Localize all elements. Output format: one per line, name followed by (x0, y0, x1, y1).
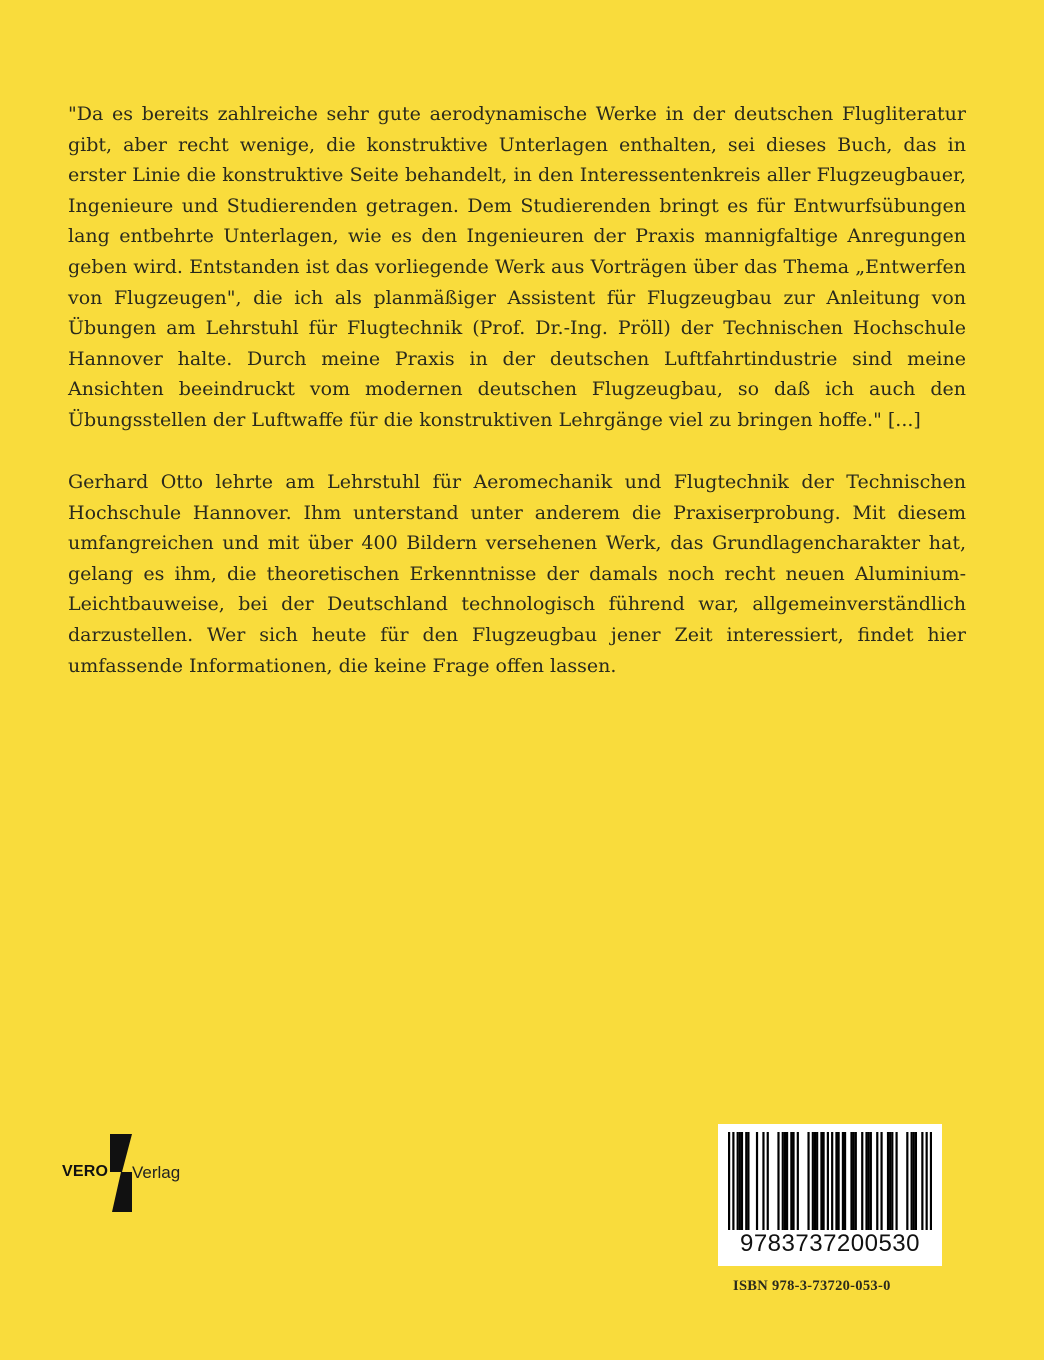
barcode-bar (816, 1132, 818, 1230)
barcode-bar (876, 1132, 878, 1230)
barcode-bar (889, 1132, 891, 1230)
barcode-bar (792, 1132, 794, 1230)
barcode-bar (745, 1132, 747, 1230)
barcode-bars (728, 1132, 932, 1230)
quote-paragraph: "Da es bereits zahlreiche sehr gute aerodynamische Werke in der deutschen Flugliteratur gibt, aber recht wenige, die konstruktive Unterlagen enthalten, sei dieses Buch, das in erster Linie die konstruktive Seite behandelt, in den Interessentenkreis aller Flugzeugbauer, Ingenieure und Studierenden getragen. Dem Studierenden bringt es für Entwurfsübungen lang entbehrte Unterlagen, wie es den Ingenieuren der Praxis mannigfaltige Anregungen geben wird. Entstanden ist das vorliegende Werk aus Vorträgen über das Thema „Entwerfen von Flugzeugen", die ich als planmäßiger Assistent für Flugzeugbau zur Anleitung von Übungen am Lehrstuhl für Flugtechnik (Prof. Dr.-Ing. Pröll) der Technischen Hochschule Hannover halte. Durch meine Praxis in der deutschen Luftfahrtindustrie sind meine Ansichten beeindruckt vom modernen deutschen Flugzeugbau, so daß ich auch den Übungsstellen der Luftwaffe für die konstruktiven Lehrgänge viel zu bringen hoffe." [...] (68, 103, 966, 431)
barcode-bar (930, 1132, 932, 1230)
barcode-bar (887, 1132, 889, 1230)
barcode-bar (739, 1132, 741, 1230)
barcode-bar (921, 1132, 923, 1230)
logo-suffix-text: Verlag (132, 1163, 181, 1182)
barcode-bar (842, 1132, 844, 1230)
barcode-bar (797, 1132, 799, 1230)
barcode-bar (737, 1132, 739, 1230)
barcode-bar (855, 1132, 857, 1230)
barcode-bar (853, 1132, 855, 1230)
barcode-bar (747, 1132, 749, 1230)
barcode-bar (820, 1132, 822, 1230)
barcode-bar (782, 1132, 784, 1230)
barcode-bar (865, 1132, 867, 1230)
barcode-bar (850, 1132, 852, 1230)
barcode-bar (732, 1132, 734, 1230)
barcode-bar (822, 1132, 824, 1230)
barcode-bar (906, 1132, 908, 1230)
barcode-bar (762, 1132, 764, 1230)
barcode-bar (812, 1132, 814, 1230)
barcode-bar (911, 1132, 913, 1230)
barcode-digits: 9783737200530 (739, 1230, 921, 1257)
barcode-bar (915, 1132, 917, 1230)
barcode-bar (807, 1132, 809, 1230)
hourglass-wedge-icon (108, 1134, 134, 1212)
barcode-bar (838, 1132, 840, 1230)
barcode-bar (835, 1132, 837, 1230)
barcode-bar (767, 1132, 769, 1230)
barcode-bar (814, 1132, 816, 1230)
logo-brand-text: VERO (62, 1163, 109, 1180)
isbn-number: ISBN 978-3-73720-053-0 (733, 1278, 891, 1294)
barcode-bar (784, 1132, 786, 1230)
barcode-bar (880, 1132, 882, 1230)
barcode-bar (926, 1132, 928, 1230)
publisher-logo (62, 1134, 192, 1212)
barcode-bar (786, 1132, 788, 1230)
barcode (718, 1124, 942, 1266)
author-bio-paragraph: Gerhard Otto lehrte am Lehrstuhl für Aeromechanik und Flugtechnik der Technischen Hochschule Hannover. Ihm unterstand unter anderem die Praxiserprobung. Mit diesem umfangreichen und mit über 400 Bildern versehenen Werk, das Grundlagencharakter hat, gelang es ihm, die theoretischen Erkenntnisse der damals noch recht neuen Aluminium-Leichtbauweise, bei der Deutschland technologisch führend war, allgemeinverständlich darzustellen. Wer sich heute für den Flugzeugbau jener Zeit interessiert, findet hier umfassende Informationen, die keine Frage offen lassen. (68, 471, 966, 677)
barcode-bar (913, 1132, 915, 1230)
barcode-bar (895, 1132, 897, 1230)
barcode-bar (831, 1132, 833, 1230)
barcode-bar (844, 1132, 846, 1230)
barcode-bar (777, 1132, 779, 1230)
barcode-bar (790, 1132, 792, 1230)
barcode-bar (728, 1132, 730, 1230)
barcode-bar (870, 1132, 872, 1230)
barcode-bar (861, 1132, 863, 1230)
barcode-bar (827, 1132, 829, 1230)
barcode-bar (741, 1132, 743, 1230)
barcode-bar (868, 1132, 870, 1230)
barcode-bar (756, 1132, 758, 1230)
barcode-bar (891, 1132, 893, 1230)
